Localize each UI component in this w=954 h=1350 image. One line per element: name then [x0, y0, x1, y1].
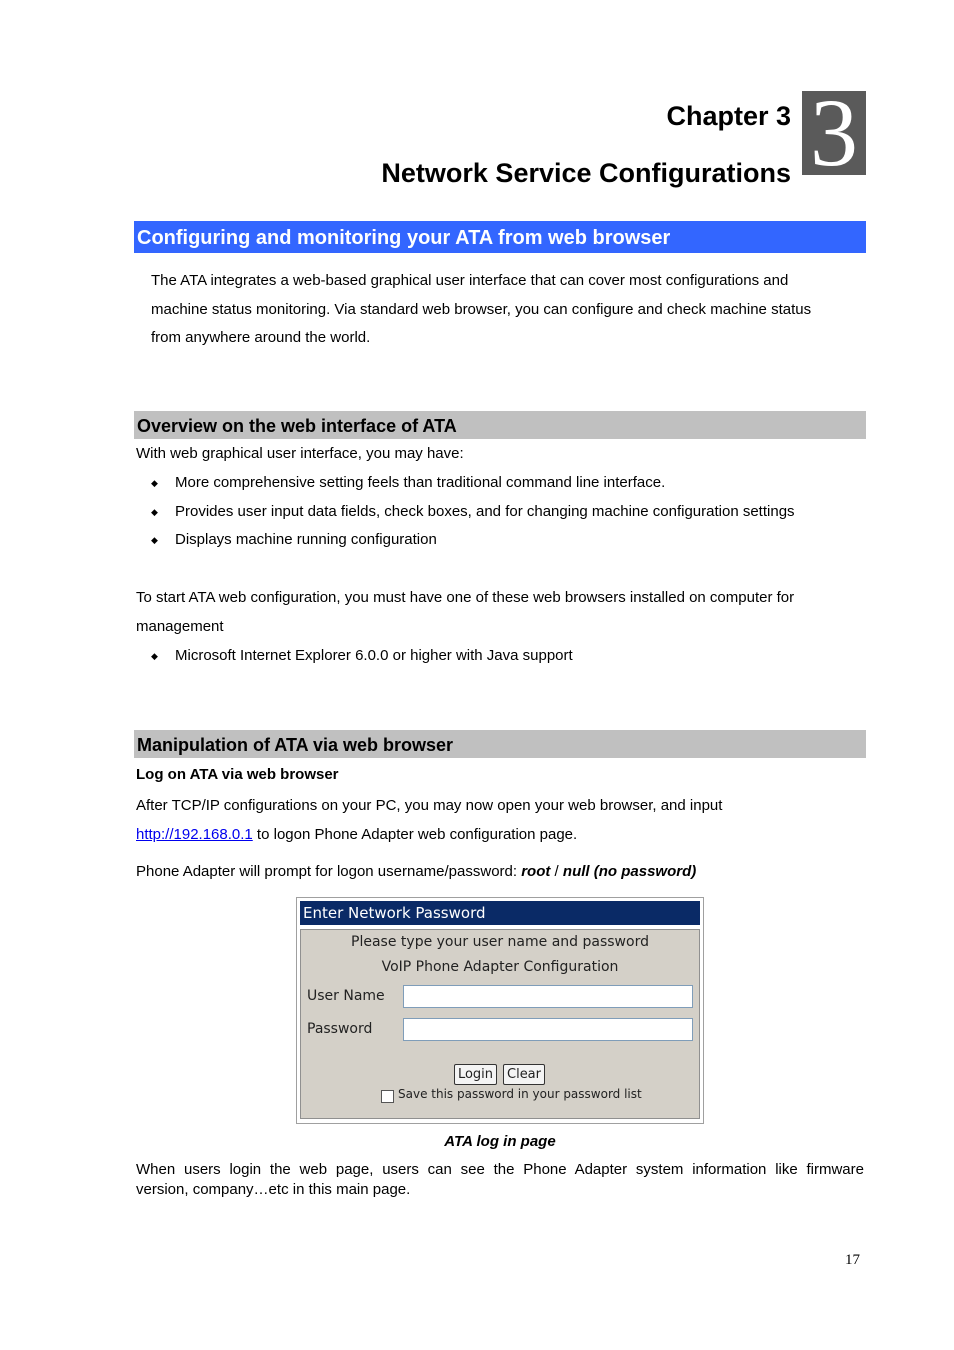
username-label: User Name — [307, 988, 385, 1004]
password-input[interactable] — [403, 1018, 693, 1041]
closing-line: version, company…etc in this main page. — [136, 1181, 411, 1198]
bullet-text: Displays machine running configuration — [175, 531, 437, 549]
list-item — [136, 469, 795, 498]
browser-bullet-list — [136, 642, 573, 671]
overview-intro: With web graphical user interface, you may have: — [136, 445, 464, 462]
paragraph-line: The ATA integrates a web-based graphical user interface that can cover most configurations and — [151, 272, 789, 289]
credential-separator: / — [550, 863, 563, 880]
list-item — [136, 642, 573, 671]
bullet-diamond-icon: ◆ — [151, 478, 158, 488]
section-heading-manipulation: Manipulation of ATA via web browser — [134, 730, 866, 758]
bullet-text: Microsoft Internet Explorer 6.0.0 or higher with Java support — [175, 647, 573, 664]
clear-button[interactable]: Clear — [503, 1064, 545, 1085]
chapter-subtitle: Network Service Configurations — [381, 158, 791, 188]
instructions-text: to logon Phone Adapter web configuration page. — [252, 826, 578, 843]
closing-line: When users login the web page, users can see the Phone Adapter system information like firmware — [136, 1161, 864, 1178]
section-heading-overview: Overview on the web interface of ATA — [134, 411, 866, 439]
login-button[interactable]: Login — [454, 1064, 497, 1085]
credential-username: root — [521, 863, 551, 880]
bullet-diamond-icon: ◆ — [151, 506, 158, 517]
list-item — [136, 526, 795, 555]
credential-password: null (no password) — [562, 863, 697, 880]
dialog-title: Enter Network Password — [300, 901, 700, 925]
dialog-realm: VoIP Phone Adapter Configuration — [381, 959, 619, 975]
ata-address-link[interactable]: http://192.168.0.1 — [136, 826, 253, 843]
paragraph-line: machine status monitoring. Via standard web browser, you can configure and check machine status — [151, 301, 812, 318]
password-label: Password — [307, 1021, 373, 1037]
paragraph-line: from anywhere around the world. — [151, 329, 371, 346]
save-password-label: Save this password in your password list — [398, 1087, 642, 1101]
bullet-diamond-icon: ◆ — [151, 651, 158, 661]
bullet-diamond-icon: ◆ — [151, 535, 158, 546]
login-dialog — [296, 897, 704, 1124]
save-password-checkbox[interactable] — [381, 1090, 394, 1103]
instructions-line: After TCP/IP configurations on your PC, you may now open your web browser, and input — [136, 797, 723, 814]
bullet-text: Provides user input data fields, check boxes, and for changing machine configuration settings — [175, 502, 795, 520]
credentials-line — [136, 863, 696, 880]
list-item — [136, 498, 795, 527]
dialog-body — [300, 929, 700, 1119]
page-number: 17 — [845, 1252, 860, 1268]
figure-caption: ATA log in page — [444, 1133, 556, 1150]
browser-intro-line: To start ATA web configuration, you must have one of these web browsers installed on computer for — [136, 589, 795, 606]
instructions-line-2 — [136, 826, 577, 843]
section-heading-configuring: Configuring and monitoring your ATA from web browser — [134, 221, 866, 253]
subheading-log-on: Log on ATA via web browser — [136, 766, 339, 783]
chapter-number-badge: 3 — [802, 91, 866, 175]
browser-intro-line: management — [136, 618, 224, 635]
chapter-title: Chapter 3 — [666, 101, 791, 131]
overview-bullet-list — [136, 469, 795, 555]
credentials-prompt: Phone Adapter will prompt for logon username/password: — [136, 863, 522, 880]
username-input[interactable] — [403, 985, 693, 1008]
bullet-text: More comprehensive setting feels than traditional command line interface. — [175, 474, 666, 491]
dialog-message: Please type your user name and password — [351, 934, 649, 950]
